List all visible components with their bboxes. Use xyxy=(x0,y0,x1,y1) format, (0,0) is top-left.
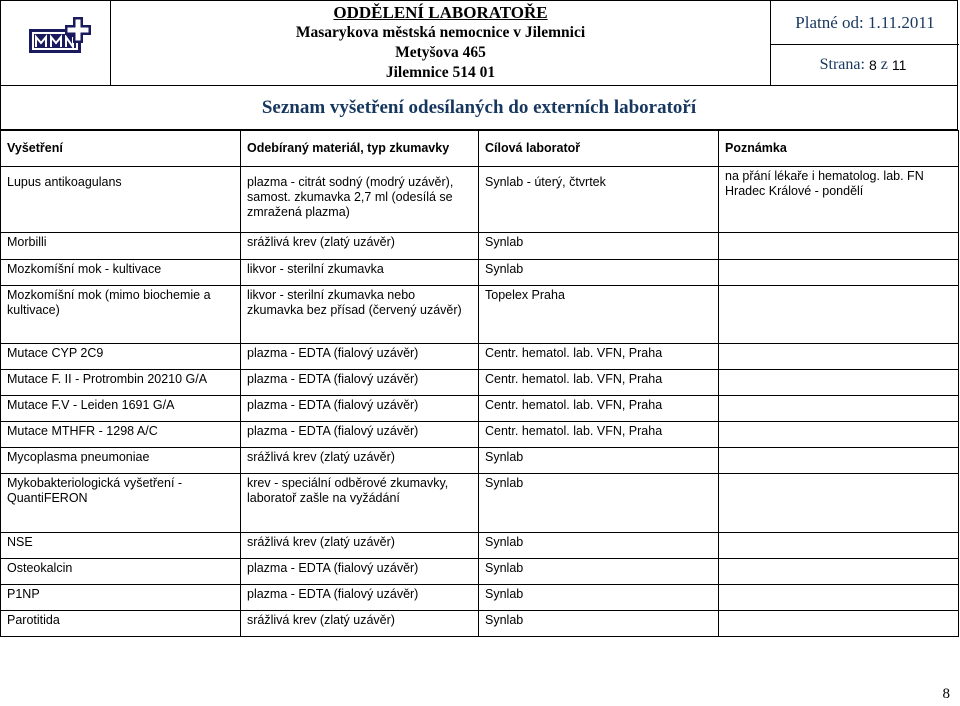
street-address: Metyšova 465 xyxy=(395,44,486,61)
cell-material: plazma - citrát sodný (modrý uzávěr), samost. zkumavka 2,7 ml (odesílá se zmražená plazma) xyxy=(241,167,479,233)
cell-target-lab: Centr. hematol. lab. VFN, Praha xyxy=(479,396,719,422)
table-row xyxy=(1,533,959,559)
cell-note xyxy=(719,533,959,559)
page-separator: z xyxy=(880,56,888,73)
cell-note xyxy=(719,233,959,260)
cell-examination: NSE xyxy=(1,533,241,559)
cell-examination: Mutace MTHFR - 1298 A/C xyxy=(1,422,241,448)
cell-target-lab: Synlab xyxy=(479,474,719,533)
document-header xyxy=(0,0,958,130)
table-row xyxy=(1,422,959,448)
table-header-row xyxy=(1,131,959,167)
cell-note xyxy=(719,344,959,370)
page-current: 8 xyxy=(868,57,877,73)
cell-target-lab: Centr. hematol. lab. VFN, Praha xyxy=(479,422,719,448)
cell-note xyxy=(719,422,959,448)
cell-target-lab: Topelex Praha xyxy=(479,286,719,344)
cell-target-lab: Synlab xyxy=(479,448,719,474)
column-header-target-lab: Cílová laboratoř xyxy=(479,131,719,167)
cell-material: plazma - EDTA (fialový uzávěr) xyxy=(241,559,479,585)
valid-from: Platné od: 1.11.2011 xyxy=(771,1,959,45)
footer-page-number: 8 xyxy=(942,686,950,702)
cell-examination: Mutace F. II - Protrombin 20210 G/A xyxy=(1,370,241,396)
department-name: ODDĚLENÍ LABORATOŘE xyxy=(333,3,548,22)
cell-target-lab: Centr. hematol. lab. VFN, Praha xyxy=(479,370,719,396)
cell-note xyxy=(719,370,959,396)
cell-material: plazma - EDTA (fialový uzávěr) xyxy=(241,344,479,370)
cell-note xyxy=(719,474,959,533)
examinations-table xyxy=(0,130,959,637)
column-header-note: Poznámka xyxy=(719,131,959,167)
cell-note xyxy=(719,585,959,611)
cell-examination: Parotitida xyxy=(1,611,241,637)
table-row xyxy=(1,559,959,585)
cell-target-lab: Synlab xyxy=(479,559,719,585)
cell-material: srážlivá krev (zlatý uzávěr) xyxy=(241,448,479,474)
table-row xyxy=(1,233,959,260)
cell-material: likvor - sterilní zkumavka nebo zkumavka bez přísad (červený uzávěr) xyxy=(241,286,479,344)
cell-examination: Mozkomíšní mok - kultivace xyxy=(1,260,241,286)
cell-material: likvor - sterilní zkumavka xyxy=(241,260,479,286)
cell-examination: Mozkomíšní mok (mimo biochemie a kultivace) xyxy=(1,286,241,344)
city-address: Jilemnice 514 01 xyxy=(385,64,496,81)
cell-note xyxy=(719,448,959,474)
cell-note xyxy=(719,260,959,286)
cell-target-lab: Synlab xyxy=(479,533,719,559)
document-title: Seznam vyšetření odesílaných do externích laboratoří xyxy=(1,85,957,129)
table-row xyxy=(1,611,959,637)
page-indicator xyxy=(771,45,959,85)
cell-target-lab: Synlab xyxy=(479,585,719,611)
cell-material: plazma - EDTA (fialový uzávěr) xyxy=(241,370,479,396)
cell-examination: Mutace F.V - Leiden 1691 G/A xyxy=(1,396,241,422)
cell-examination: Mycoplasma pneumoniae xyxy=(1,448,241,474)
cell-material: krev - speciální odběrové zkumavky, laboratoř zašle na vyžádání xyxy=(241,474,479,533)
cell-examination: Mykobakteriologická vyšetření - QuantiFERON xyxy=(1,474,241,533)
column-header-material: Odebíraný materiál, typ zkumavky xyxy=(241,131,479,167)
column-header-examination: Vyšetření xyxy=(1,131,241,167)
table-row xyxy=(1,167,959,233)
table-row xyxy=(1,396,959,422)
page-label: Strana: xyxy=(819,56,865,73)
cell-examination: Mutace CYP 2C9 xyxy=(1,344,241,370)
cell-target-lab: Synlab xyxy=(479,233,719,260)
table-row xyxy=(1,286,959,344)
table-row xyxy=(1,585,959,611)
cell-note xyxy=(719,396,959,422)
hospital-name: Masarykova městská nemocnice v Jilemnici xyxy=(295,24,586,41)
cell-material: plazma - EDTA (fialový uzávěr) xyxy=(241,585,479,611)
hospital-logo xyxy=(21,11,93,61)
cell-note xyxy=(719,611,959,637)
cell-target-lab: Synlab - úterý, čtvrtek xyxy=(479,167,719,233)
table-row xyxy=(1,344,959,370)
cell-material: plazma - EDTA (fialový uzávěr) xyxy=(241,396,479,422)
table-row xyxy=(1,260,959,286)
cell-examination: Morbilli xyxy=(1,233,241,260)
cell-note xyxy=(719,286,959,344)
cell-examination: Osteokalcin xyxy=(1,559,241,585)
table-row xyxy=(1,370,959,396)
cell-target-lab: Synlab xyxy=(479,260,719,286)
cell-note xyxy=(719,559,959,585)
cell-material: srážlivá krev (zlatý uzávěr) xyxy=(241,233,479,260)
cell-examination: Lupus antikoagulans xyxy=(1,167,241,233)
cell-target-lab: Synlab xyxy=(479,611,719,637)
table-row xyxy=(1,448,959,474)
cell-examination: P1NP xyxy=(1,585,241,611)
logo-area xyxy=(1,1,111,85)
header-center xyxy=(111,1,771,85)
cell-note: na přání lékaře i hematolog. lab. FN Hradec Králové - pondělí xyxy=(719,167,959,233)
cell-material: srážlivá krev (zlatý uzávěr) xyxy=(241,611,479,637)
cell-material: plazma - EDTA (fialový uzávěr) xyxy=(241,422,479,448)
page-total: 11 xyxy=(891,57,907,73)
cell-material: srážlivá krev (zlatý uzávěr) xyxy=(241,533,479,559)
cell-target-lab: Centr. hematol. lab. VFN, Praha xyxy=(479,344,719,370)
table-row xyxy=(1,474,959,533)
